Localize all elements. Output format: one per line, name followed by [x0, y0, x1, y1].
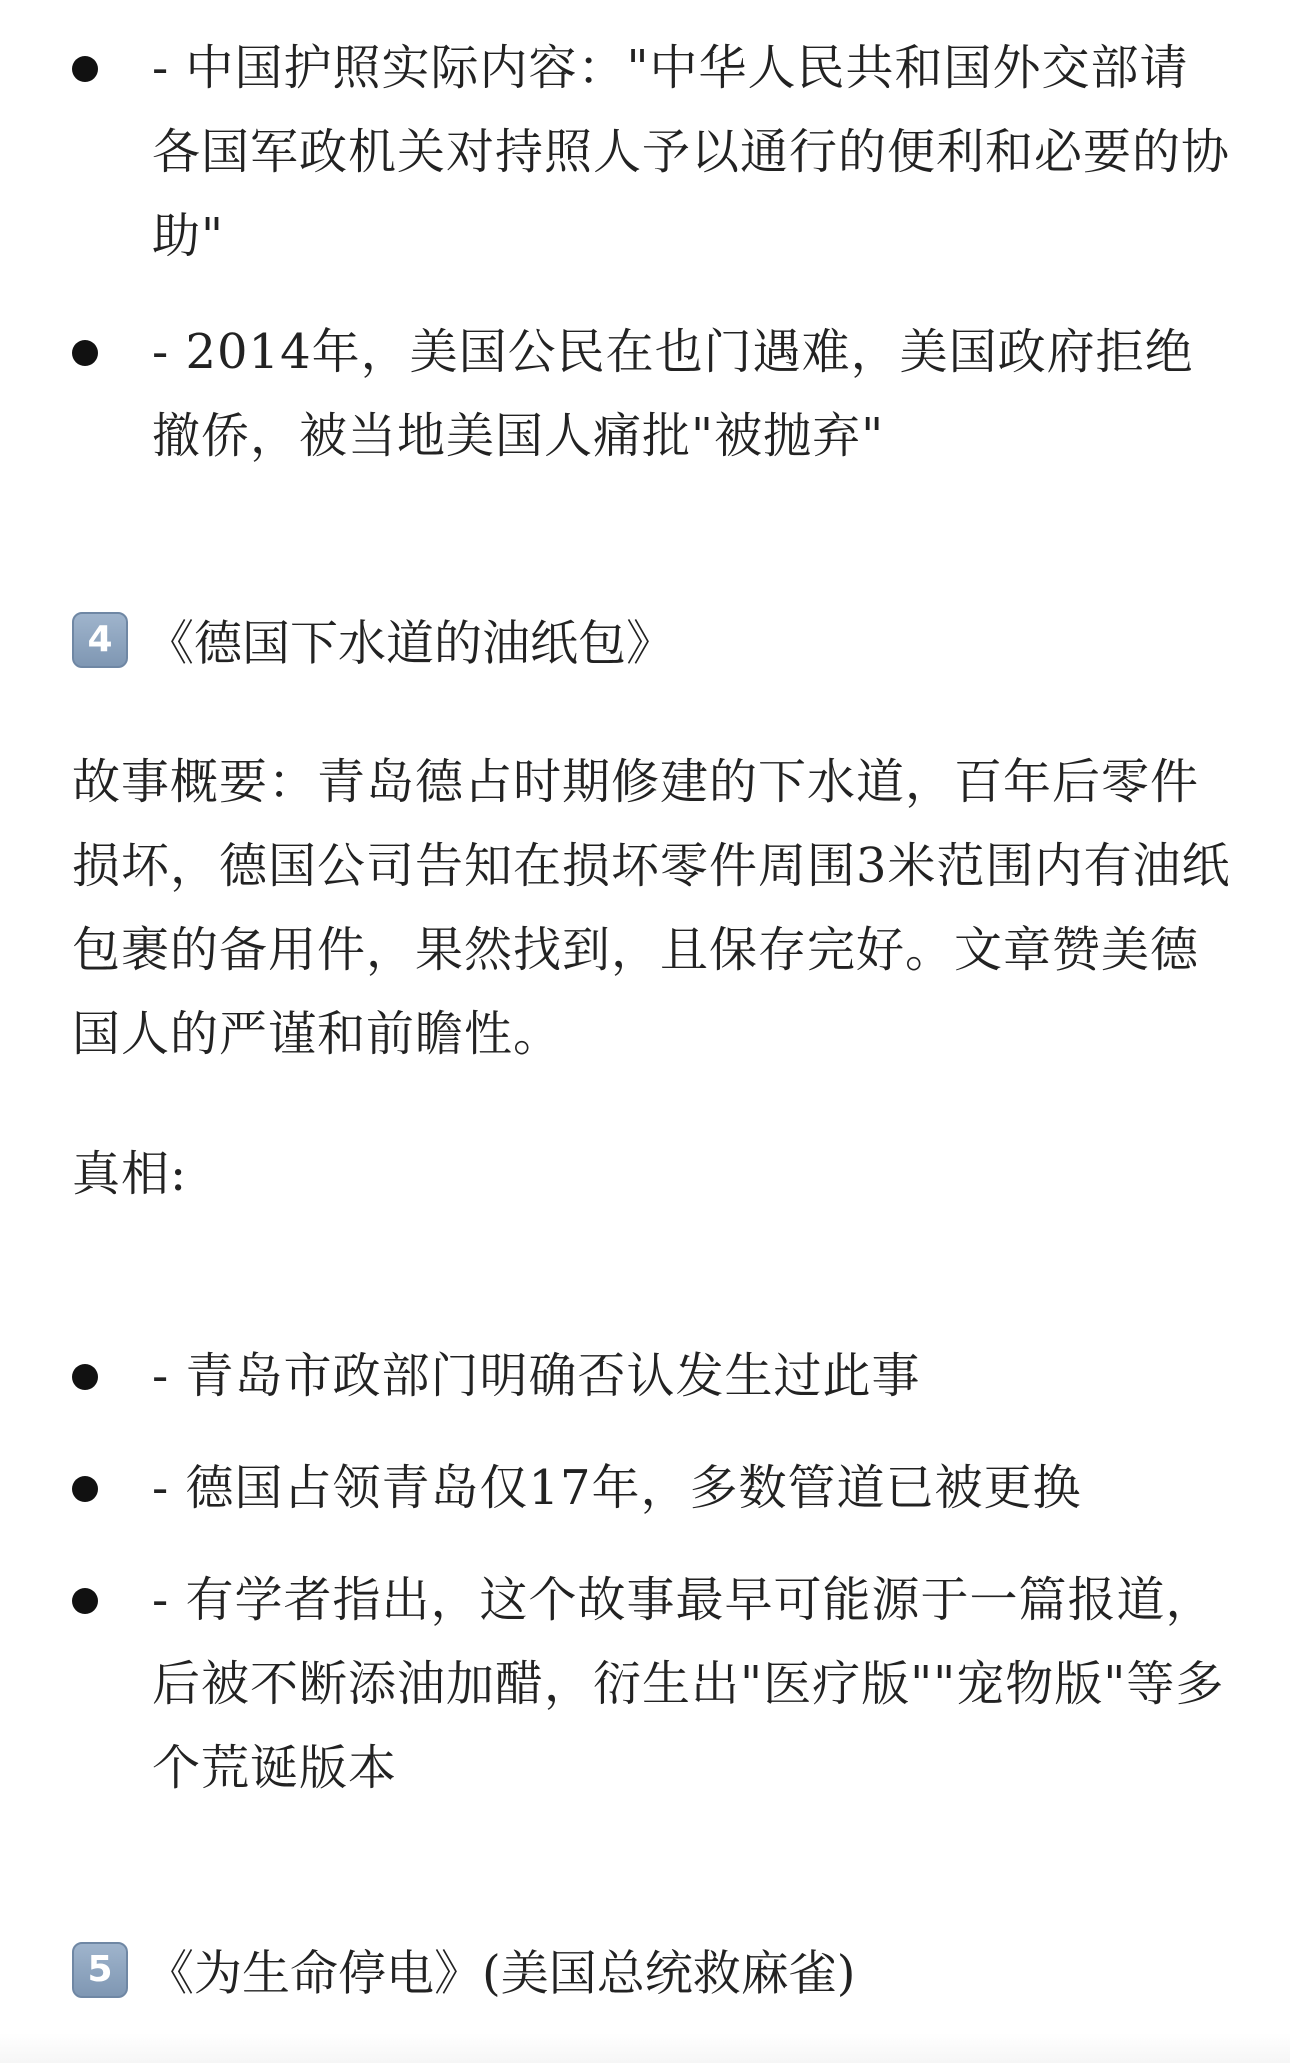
bullet-text: - 青岛市政部门明确否认发生过此事: [152, 1348, 921, 1404]
story-summary: 故事概要：青岛德占时期修建的下水道，百年后零件损坏，德国公司告知在损坏零件周围3米范围内有油纸包裹的备用件，果然找到，且保存完好。文章赞美德国人的严谨和前瞻性。: [72, 754, 1231, 1062]
bottom-fade: [0, 2033, 1290, 2063]
truth-label: 真相:: [72, 1146, 188, 1202]
section-heading-4: [72, 610, 674, 670]
bullet-text: - 有学者指出，这个故事最早可能源于一篇报道，后被不断添油加醋，衍生出"医疗版""宠物版"等多个荒诞版本: [152, 1572, 1225, 1796]
bullet-text: - 德国占领青岛仅17年，多数管道已被更换: [152, 1460, 1082, 1516]
bullet-dot: [72, 1476, 98, 1502]
section-title: 《为生命停电》(美国总统救麻雀): [146, 1945, 856, 2002]
bullet-dot: [72, 1364, 98, 1390]
bullet-dot: [72, 340, 98, 366]
bullet-dot: [72, 1588, 98, 1614]
bullet-dot: [72, 56, 98, 82]
bullet-text: - 2014年，美国公民在也门遇难，美国政府拒绝撤侨，被当地美国人痛批"被抛弃": [152, 324, 1194, 464]
keycap-number-icon: 5: [72, 1942, 128, 1998]
section-title: 《德国下水道的油纸包》: [146, 615, 675, 672]
section-heading-5: [72, 1940, 855, 2000]
keycap-number-icon: 4: [72, 612, 128, 668]
bullet-text: - 中国护照实际内容："中华人民共和国外交部请各国军政机关对持照人予以通行的便利和必要的协助": [152, 40, 1231, 264]
